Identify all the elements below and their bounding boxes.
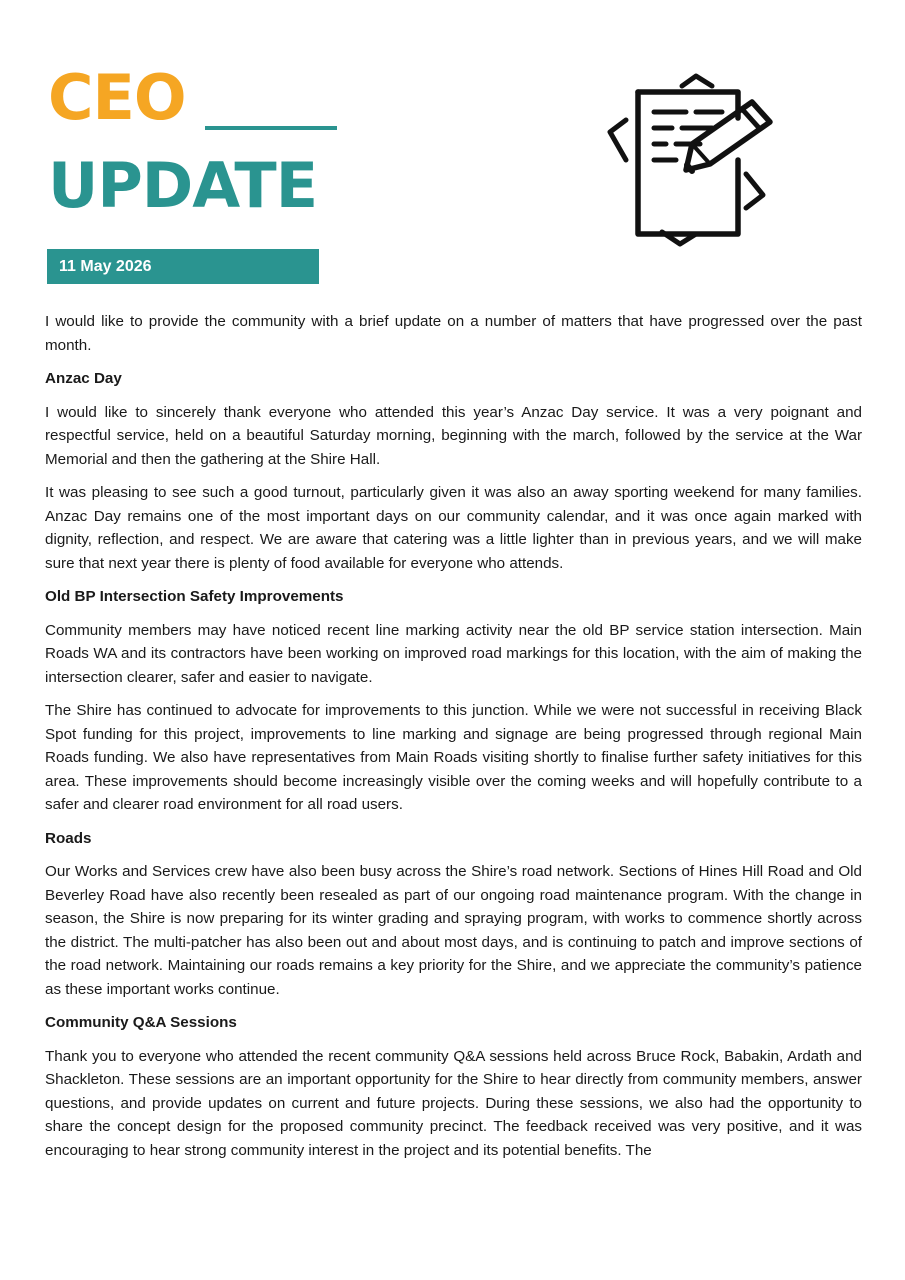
title-ceo: CEO — [48, 61, 186, 134]
intro-paragraph: I would like to provide the community with a brief update on a number of matters that have progressed over the past month. — [45, 313, 862, 354]
paragraph: Thank you to everyone who attended the recent community Q&A sessions held across Bruce Rock, Babakin, Ardath and Shackleton. These sessions are an important opportunity for the Shire to hear directly from community members, answer questions, and provide updates on current and future projects. During these sessions, we also had the opportunity to share the concept design for the proposed community precinct. The feedback received was very positive, and it was encouraging to hear strong community interest in the project and its potential benefits. The — [45, 1047, 862, 1159]
title-underline — [205, 126, 337, 130]
section-heading-community-qa: Community Q&A Sessions — [45, 1014, 237, 1031]
paragraph: The Shire has continued to advocate for improvements to this junction. While we were not successful in receiving Black Spot funding for this project, improvements to line marking and signage are being progressed through regional Main Roads funding. We also have representatives from Main Roads visiting shortly to finalise further safety initiatives for this area. These improvements should become increasingly visible over the coming weeks and will hopefully contribute to a safer and clearer road environment for all road users. — [45, 702, 862, 813]
title-update: UPDATE — [48, 149, 318, 222]
paragraph: Our Works and Services crew have also been busy across the Shire’s road network. Sections of Hines Hill Road and Old Beverley Road have also recently been resealed as part of our ongoing road maintenance program. With the change in season, the Shire is now preparing for its winter grading and spraying program, with works to commence shortly across the district. The multi-patcher has also been out and about most days, and is continuing to patch and improve sections of the road network. Maintaining our roads remains a key priority for the Shire, and we appreciate the community’s patience as these important works continue. — [45, 863, 862, 998]
section-heading-roads: Roads — [45, 829, 92, 847]
paragraph: It was pleasing to see such a good turnout, particularly given it was also an away sporting weekend for many families. Anzac Day remains one of the most important days on our community calendar, and it was once again marked with dignity, reflection, and respect. We are aware that catering was a little lighter than in previous years, and we will make sure that next year there is plenty of food available for everyone who attends. — [45, 484, 862, 572]
paragraph: Community members may have noticed recent line marking activity near the old BP service station intersection. Main Roads WA and its contractors have been working on improved road markings for this location, with the aim of making the intersection clearer, safer and easier to navigate. — [45, 621, 862, 686]
document-with-pencil-icon — [596, 62, 796, 262]
section-heading-anzac-day: Anzac Day — [45, 370, 122, 387]
section-heading-bp-intersection: Old BP Intersection Safety Improvements — [45, 588, 344, 605]
date-text: 11 May 2026 — [59, 258, 152, 275]
paragraph: I would like to sincerely thank everyone who attended this year’s Anzac Day service. It was a very poignant and respectful service, held on a beautiful Saturday morning, beginning with the march, followed by the service at the War Memorial and then the gathering at the Shire Hall. — [45, 403, 862, 468]
date-banner — [47, 249, 319, 284]
article-body — [45, 310, 862, 1172]
